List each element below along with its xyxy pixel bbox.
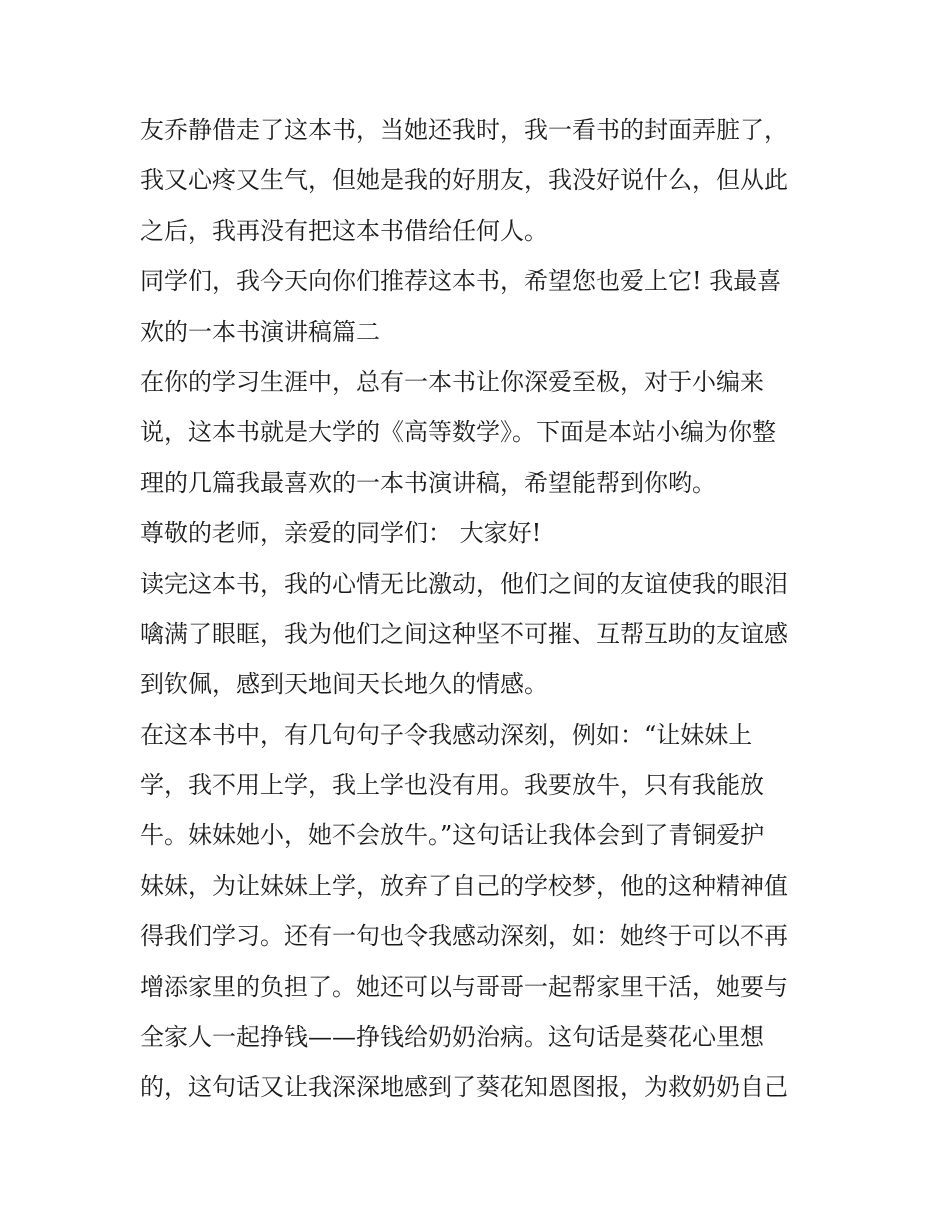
text-line: 理的几篇我最喜欢的一本书演讲稿，希望能帮到你哟。 (140, 468, 716, 497)
text-line: 友乔静借走了这本书，当她还我时，我一看书的封面弄脏了， (140, 116, 788, 144)
text-line: 说，这本书就是大学的《高等数学》。下面是本站小编为你整 (140, 418, 776, 447)
greeting-line: 尊敬的老师，亲爱的同学们： 大家好! (140, 519, 542, 548)
text-line: 全家人一起挣钱——挣钱给奶奶治病。这句话是葵花心里想 (140, 1023, 764, 1052)
text-line: 同学们，我今天向你们推荐这本书，希望您也爱上它! 我最喜 (140, 267, 782, 296)
text-line: 的，这句话又让我深深地感到了葵花知恩图报，为救奶奶自己 (140, 1073, 788, 1102)
text-line: 在这本书中，有几句句子令我感动深刻，例如：“让妹妹上 (140, 720, 753, 749)
document-body (140, 105, 820, 1113)
text-line: 得我们学习。还有一句也令我感动深刻，如：她终于可以不再 (140, 922, 788, 951)
text-line: 妹妹，为让妹妹上学，放弃了自己的学校梦，他的这种精神值 (140, 871, 788, 900)
text-line: 在你的学习生涯中，总有一本书让你深爱至极，对于小编来 (140, 367, 764, 396)
text-line: 之后，我再没有把这本书借给任何人。 (140, 216, 548, 245)
text-line: 增添家里的负担了。她还可以与哥哥一起帮家里干活，她要与 (140, 972, 788, 1001)
text-line: 牛。妹妹她小，她不会放牛。”这句话让我体会到了青铜爱护 (140, 821, 765, 850)
text-line: 到钦佩，感到天地间天长地久的情感。 (140, 670, 548, 699)
section-heading-line: 欢的一本书演讲稿篇二 (140, 317, 380, 346)
text-line: 噙满了眼眶，我为他们之间这种坚不可摧、互帮互助的友谊感 (140, 619, 788, 648)
text-line: 我又心疼又生气，但她是我的好朋友，我没好说什么，但从此 (140, 166, 788, 195)
text-line: 读完这本书，我的心情无比激动，他们之间的友谊使我的眼泪 (140, 569, 788, 598)
text-line: 学，我不用上学，我上学也没有用。我要放牛，只有我能放 (140, 771, 764, 800)
